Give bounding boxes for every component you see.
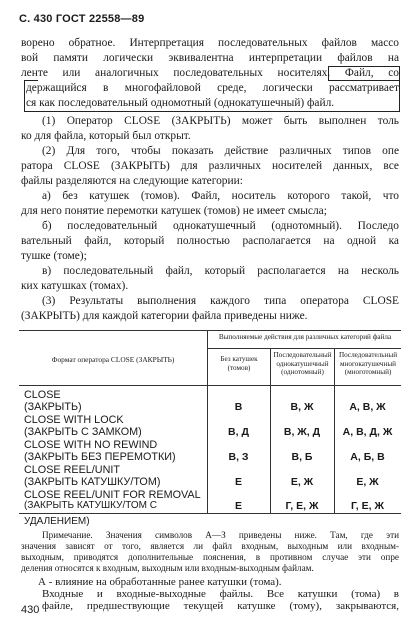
body-line: ких катушках (томах). <box>21 280 129 292</box>
body-line: а) без катушек (томов). Файл, носитель которого такой, что <box>42 190 399 202</box>
table-subheader-border <box>207 348 401 349</box>
col-header-group: Выполняемые действия для различных категорий файла <box>218 333 392 341</box>
row-label: (ЗАКРЫТЬ) <box>24 401 82 413</box>
row-label: (ЗАКРЫТЬ С ЗАМКОМ) <box>24 426 142 438</box>
row-label: CLOSE REEL/UNIT FOR REMOVAL <box>24 489 201 501</box>
body-line: ленте или аналогичных последовательных носителях. Файл, со <box>21 67 399 79</box>
body-line: ся как последовательный одномотный (однокатушечный) файл. <box>26 97 335 109</box>
table-cell: Г, Е, Ж <box>351 500 384 512</box>
table-cell: В, Ж, Д <box>283 426 321 438</box>
frame-left-bottom <box>24 80 25 111</box>
body-line: тушке (томе); <box>21 250 87 262</box>
table-cell: В <box>234 401 243 413</box>
frame-top-right <box>328 80 400 81</box>
body-line: ко для файла, который был открыт. <box>21 130 191 142</box>
body-line: в) последовательный файл, который располагается на несколь <box>42 265 399 277</box>
body-line: (3) Результаты выполнения каждого типа оператора CLOSE <box>42 295 399 307</box>
table-cell: В, Д <box>228 426 249 438</box>
table-cell: Е <box>234 500 242 512</box>
body-line: файлы разделяются на следующие категории: <box>21 175 243 187</box>
body-line: файле, предшествующие текущей катушке (тому), закрываются, <box>42 600 399 612</box>
table-cell: В, Ж <box>290 401 314 413</box>
table-cell: В, З <box>228 451 249 463</box>
body-line: вательный файл, который полностью располагается на одной ка <box>21 235 399 247</box>
body-line: ворено обратное. Интерпретация последовательных файлов массо <box>21 37 399 49</box>
table-cell: Е, Ж <box>290 476 314 488</box>
table-cell: Е, Ж <box>356 476 379 488</box>
frame-right <box>399 66 400 111</box>
body-line: б) последовательный однокатушечный (однотомный). Последо <box>42 220 399 232</box>
row-label: (ЗАКРЫТЬ БЕЗ ПЕРЕМОТКИ) <box>24 451 176 463</box>
page-number: 430 <box>21 604 40 616</box>
frame-top <box>328 66 400 67</box>
body-line: (1) Оператор CLOSE (ЗАКРЫТЬ) может быть выполнен толь <box>42 115 399 127</box>
body-line: (2) Для того, чтобы показать действие различных типов опе <box>42 145 399 157</box>
note-line: Примечание. Значения символов А—З приведены ниже. Там, где эти <box>42 530 399 540</box>
row-label: (ЗАКРЫТЬ КАТУШКУ/ТОМ) <box>24 476 161 488</box>
table-cell: А, В, Ж <box>349 401 386 413</box>
note-line: деления относятся к входным, выходным или входным-выходным файлам. <box>21 563 314 573</box>
note-line: выходным, приводятся дополнительные пояснения, в противном случае эти опре <box>21 552 399 562</box>
table-bottom-border <box>19 513 401 514</box>
table-cell: А, Б, В <box>350 451 385 463</box>
col-header-format: Формат оператора CLOSE (ЗАКРЫТЬ) <box>51 355 175 364</box>
framed-passage <box>24 63 400 111</box>
page-header: С. 430 ГОСТ 22558—89 <box>19 13 145 25</box>
frame-bottom <box>24 111 400 112</box>
table-header-bottom <box>19 385 401 386</box>
row-label: CLOSE WITH NO REWIND <box>24 439 158 451</box>
body-line: ратора CLOSE (ЗАКРЫТЬ) для различных носителей данных, все <box>21 160 399 172</box>
body-line: А - влияние на обработанные ранее катушки (тома). <box>38 576 282 588</box>
sub-header-multi-reel: Последовательный многокатушечный (многотомный) <box>338 351 398 376</box>
sub-header-single-reel: Последовательный однокатушечный (однотомный) <box>273 351 332 376</box>
frame-top-left-stub <box>24 80 38 81</box>
body-line: вой памяти логически эквивалентна интерпретации файлов на <box>21 52 399 64</box>
body-line: Входные и входные-выходные файлы. Все катушки (тома) в <box>42 588 399 600</box>
table-cell: А, В, Д, Ж <box>342 426 393 438</box>
row-label: (ЗАКРЫТЬ КАТУШКУ/ТОМ С <box>24 500 158 511</box>
row-label: CLOSE REEL/UNIT <box>24 464 120 476</box>
table-cell: В, Б <box>291 451 313 463</box>
body-line: (ЗАКРЫТЬ) для каждой категории файла приведены ниже. <box>21 310 308 322</box>
frame-left-top <box>328 66 329 80</box>
note-line: значения зависят от того, является ли файл входным, выходным или входным- <box>21 541 399 551</box>
table-top-border <box>19 330 401 331</box>
sub-header-no-reels: Без катушек (томов) <box>220 355 258 372</box>
row-label: УДАЛЕНИЕМ) <box>24 516 90 527</box>
table-cell: Г, Е, Ж <box>285 500 319 512</box>
row-label: CLOSE WITH LOCK <box>24 414 124 426</box>
table-cell: Е <box>234 476 242 488</box>
body-line: держащийся в многофайловой среде, логически рассматривает <box>26 82 399 94</box>
row-label: CLOSE <box>24 389 61 401</box>
body-line: для него понятие перемотки катушек (томов) не имеет смысла; <box>21 205 327 217</box>
